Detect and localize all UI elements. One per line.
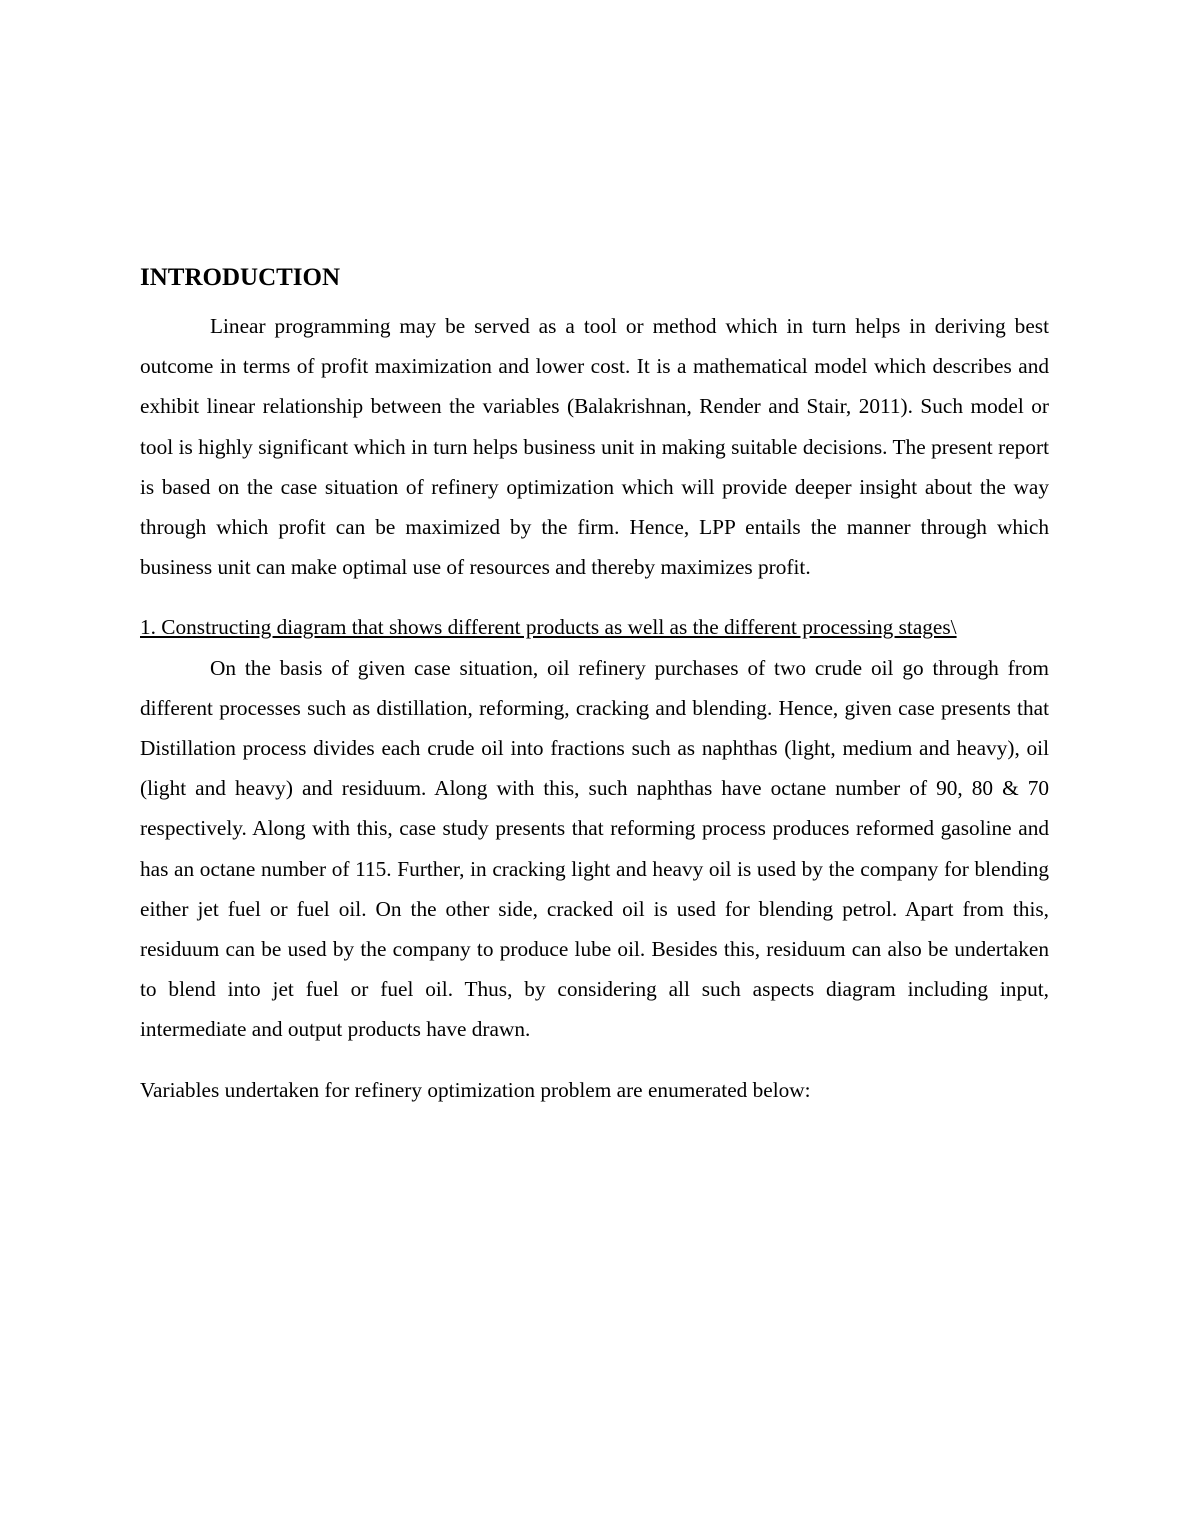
section1-heading: 1. Constructing diagram that shows different products as well as the different processing stages\ — [140, 615, 957, 640]
introduction-heading: INTRODUCTION — [140, 264, 341, 291]
document-page — [140, 262, 1049, 1110]
intro-paragraph: Linear programming may be served as a tool or method which in turn helps in deriving best outcome in terms of profit maximization and lower cost. It is a mathematical model which describes and exhibit linear relationship between the variables (Balakrishnan, Render and Stair, 2011). Such model or tool is highly significant which in turn helps business unit in making suitable decisions. The present report is based on the case situation of refinery optimization which will provide deeper insight about the way through which profit can be maximized by the firm. Hence, LPP entails the manner through which business unit can make optimal use of resources and thereby maximizes profit. — [140, 314, 1049, 580]
section1-paragraph: On the basis of given case situation, oil refinery purchases of two crude oil go through from different processes such as distillation, reforming, cracking and blending. Hence, given case presents that Distillation process divides each crude oil into fractions such as naphthas (light, medium and heavy), oil (light and heavy) and residuum. Along with this, such naphthas have octane number of 90, 80 & 70 respectively. Along with this, case study presents that reforming process produces reformed gasoline and has an octane number of 115. Further, in cracking light and heavy oil is used by the company for blending either jet fuel or fuel oil. On the other side, cracked oil is used for blending petrol. Apart from this, residuum can be used by the company to produce lube oil. Besides this, residuum can also be undertaken to blend into jet fuel or fuel oil. Thus, by considering all such aspects diagram including input, intermediate and output products have drawn. — [140, 655, 1049, 1042]
variables-line: Variables undertaken for refinery optimization problem are enumerated below: — [140, 1077, 811, 1102]
